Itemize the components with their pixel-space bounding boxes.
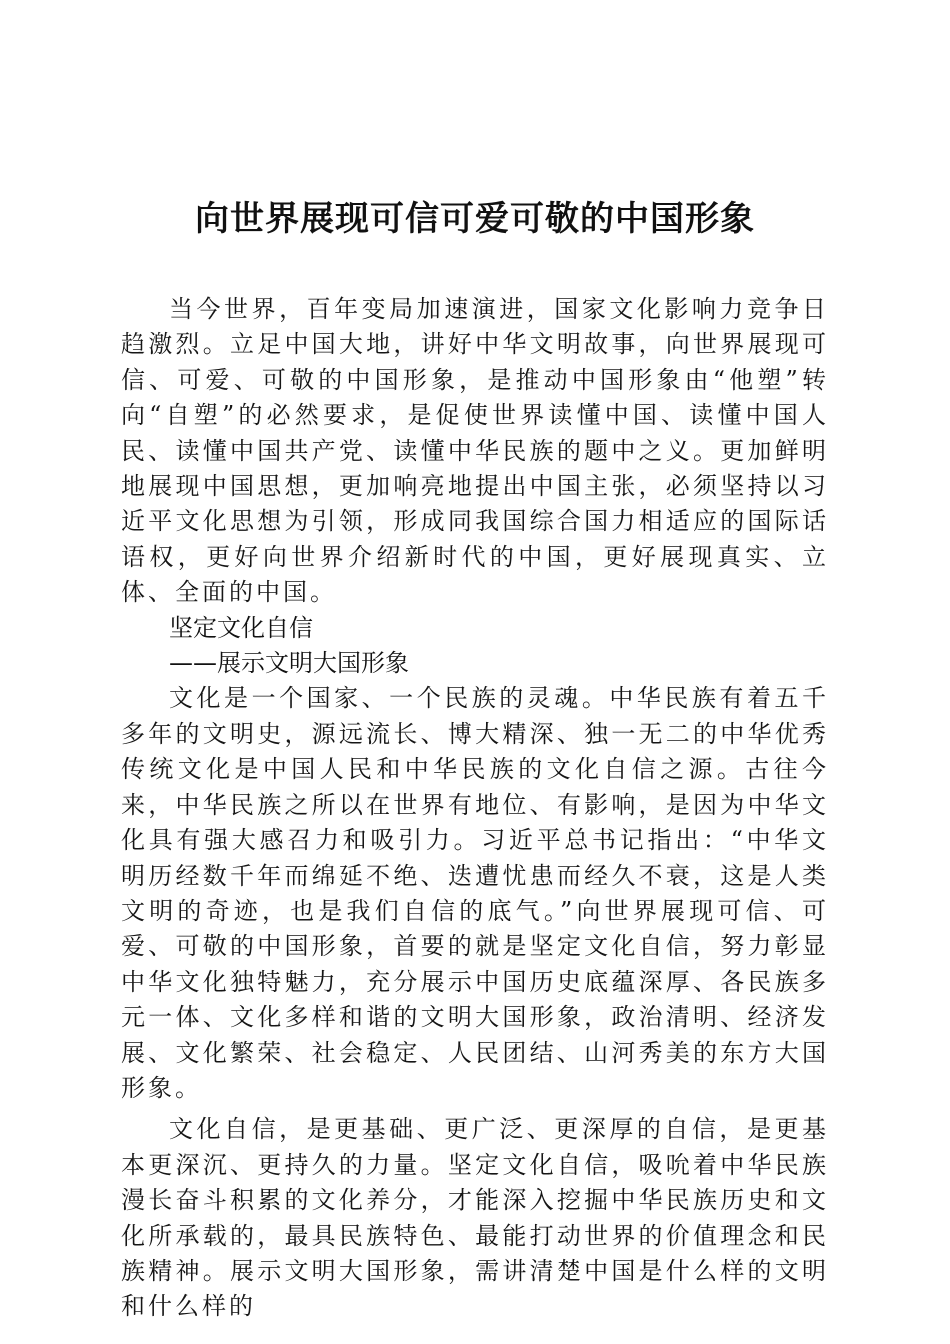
section-heading: 坚定文化自信 (169, 613, 313, 642)
paragraph-culture-soul: 文化是一个国家、一个民族的灵魂。中华民族有着五千多年的文明史，源远流长、博大精深、独一无二的中华优秀传统文化是中国人民和中华民族的文化自信之源。古往今来，中华民族之所以在世界有地位、有影响，是因为中华文化具有强大感召力和吸引力。习近平总书记指出：“中华文明历经数千年而绵延不绝、迭遭忧患而经久不衰，这是人类文明的奇迹，也是我们自信的底气。”向世界展现可信、可爱、可敬的中国形象，首要的就是坚定文化自信，努力彰显中华文化独特魅力，充分展示中国历史底蕴深厚、各民族多元一体、文化多样和谐的文明大国形象，政治清明、经济发展、文化繁荣、社会稳定、人民团结、山河秀美的东方大国形象。 (121, 684, 829, 1102)
document-body (121, 292, 829, 1325)
paragraph-cultural-confidence: 文化自信，是更基础、更广泛、更深厚的自信，是更基本更深沉、更持久的力量。坚定文化自信，吸吮着中华民族漫长奋斗积累的文化养分，才能深入挖掘中华民族历史和文化所承载的，最具民族特色、最能打动世界的价值理念和民族精神。展示文明大国形象，需讲清楚中国是什么样的文明和什么样的 (121, 1115, 829, 1321)
document-title: 向世界展现可信可爱可敬的中国形象 (195, 199, 755, 239)
paragraph-intro: 当今世界，百年变局加速演进，国家文化影响力竞争日趋激烈。立足中国大地，讲好中华文明故事，向世界展现可信、可爱、可敬的中国形象，是推动中国形象由“他塑”转向“自塑”的必然要求，是促使世界读懂中国、读懂中国人民、读懂中国共产党、读懂中华民族的题中之义。更加鲜明地展现中国思想，更加响亮地提出中国主张，必须坚持以习近平文化思想为引领，形成同我国综合国力相适应的国际话语权，更好向世界介绍新时代的中国，更好展现真实、立体、全面的中国。 (121, 295, 829, 607)
section-subheading: ——展示文明大国形象 (169, 649, 409, 678)
